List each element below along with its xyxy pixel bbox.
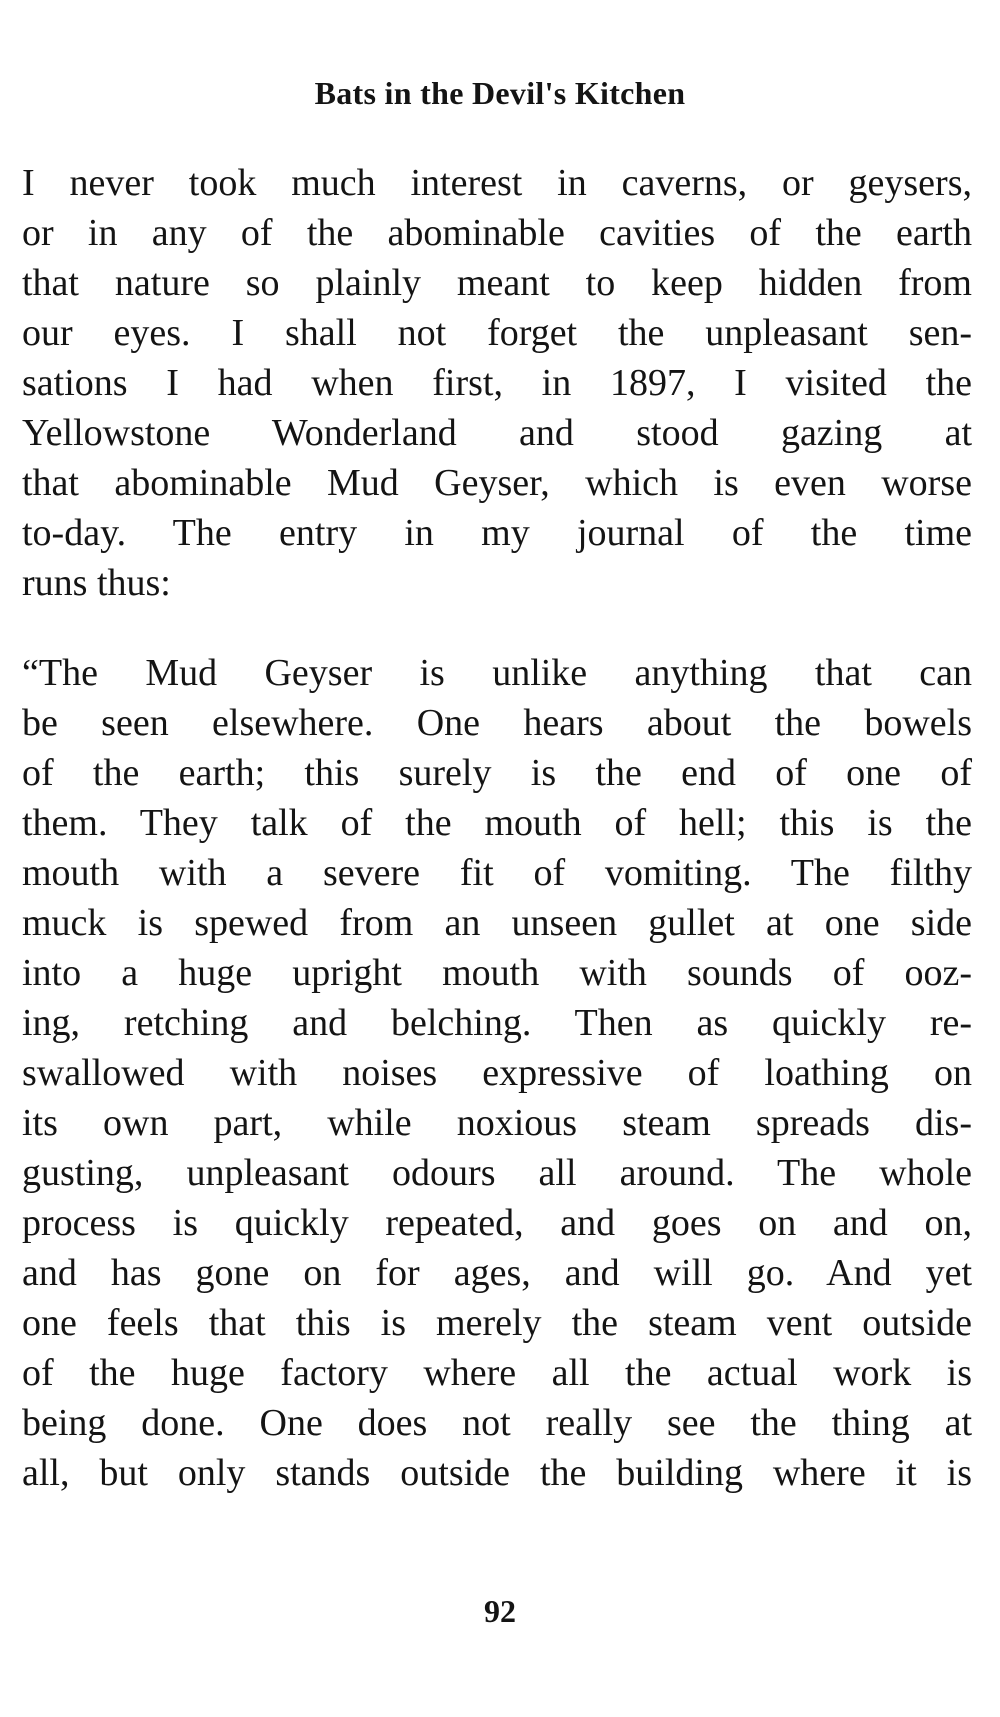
text-line: that abominable Mud Geyser, which is even worse [22,462,972,504]
text-line: and has gone on for ages, and will go. And yet [22,1252,972,1294]
text-line: our eyes. I shall not forget the unpleasant sen- [22,312,972,354]
text-line: into a huge upright mouth with sounds of ooz- [22,952,972,994]
text-line: runs thus: [22,562,171,604]
text-line: that nature so plainly meant to keep hidden from [22,262,972,304]
text-line: being done. One does not really see the thing at [22,1402,972,1444]
text-line: or in any of the abominable cavities of the earth [22,212,972,254]
paragraph-2 [22,648,972,1498]
text-line: its own part, while noxious steam spreads dis- [22,1102,972,1144]
text-line: all, but only stands outside the building where it is [22,1452,972,1494]
running-head: Bats in the Devil's Kitchen [314,75,686,111]
text-line: ing, retching and belching. Then as quickly re- [22,1002,972,1044]
text-line: process is quickly repeated, and goes on and on, [22,1202,972,1244]
text-line: mouth with a severe fit of vomiting. The filthy [22,852,972,894]
text-line: of the earth; this surely is the end of one of [22,752,972,794]
text-line: swallowed with noises expressive of loathing on [22,1052,972,1094]
text-line: to-day. The entry in my journal of the time [22,512,972,554]
text-line: “The Mud Geyser is unlike anything that can [22,652,972,694]
page-number: 92 [484,1593,516,1629]
paragraph-1 [22,158,972,608]
text-line: muck is spewed from an unseen gullet at one side [22,902,972,944]
text-line: Yellowstone Wonderland and stood gazing at [22,412,972,454]
text-line: I never took much interest in caverns, or geysers, [22,162,972,204]
text-line: them. They talk of the mouth of hell; this is the [22,802,972,844]
text-line: gusting, unpleasant odours all around. The whole [22,1152,972,1194]
text-line: one feels that this is merely the steam vent outside [22,1302,972,1344]
text-line: be seen elsewhere. One hears about the bowels [22,702,972,744]
text-line: sations I had when first, in 1897, I visited the [22,362,972,404]
text-line: of the huge factory where all the actual work is [22,1352,972,1394]
